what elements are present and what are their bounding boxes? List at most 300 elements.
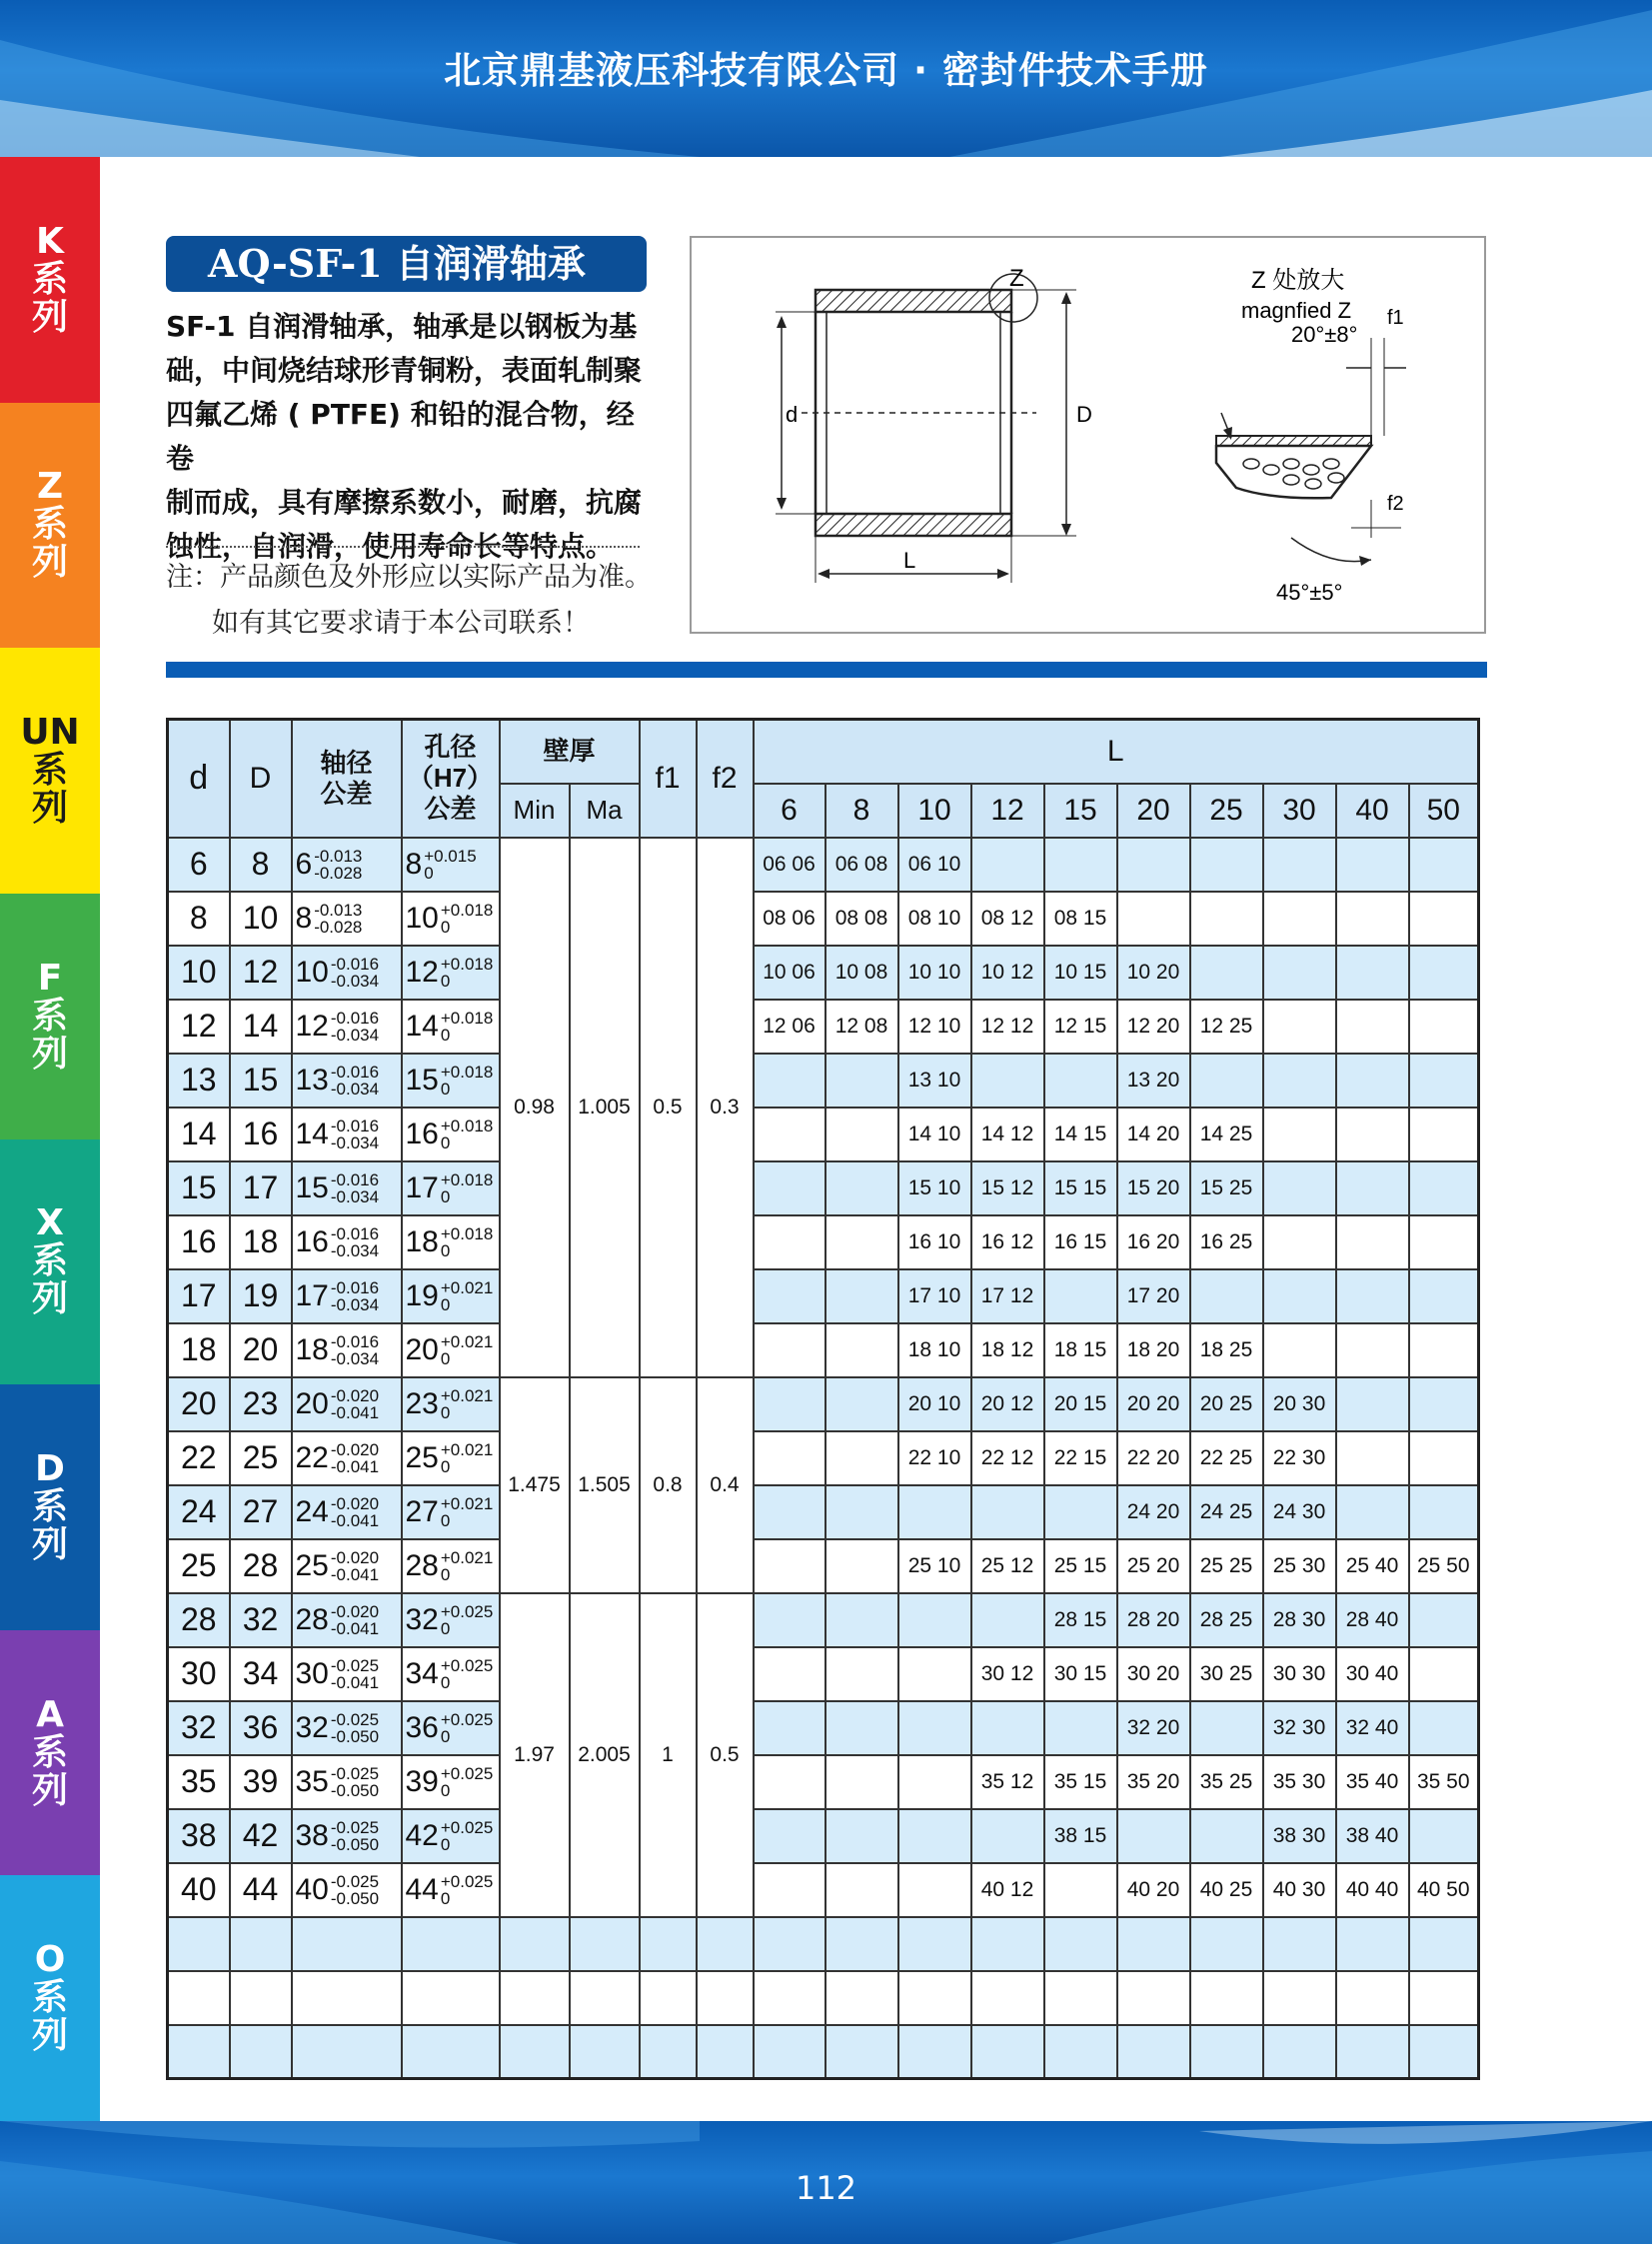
length-code: 24 20 — [1117, 1485, 1190, 1539]
shaft-nominal: 18 — [295, 1333, 329, 1367]
header-shaft-tolerance — [292, 720, 402, 838]
length-code — [754, 1809, 826, 1863]
bore-tolerance — [402, 1054, 500, 1108]
bore-nominal: 19 — [405, 1279, 439, 1313]
shaft-nominal: 12 — [295, 1010, 329, 1044]
outer-diameter: 18 — [230, 1215, 292, 1269]
length-code: 14 15 — [1044, 1108, 1117, 1161]
shaft-lower-deviation: -0.028 — [314, 918, 363, 938]
shaft-deviation — [331, 1387, 379, 1421]
shaft-deviation — [314, 902, 362, 936]
inner-diameter: 18 — [168, 1323, 230, 1377]
length-code — [826, 1539, 898, 1593]
length-code — [754, 1431, 826, 1485]
length-code: 20 30 — [1263, 1377, 1336, 1431]
length-code — [1409, 892, 1479, 946]
bore-tolerance — [402, 1431, 500, 1485]
header-length: 25 — [1190, 784, 1263, 838]
outer-diameter: 42 — [230, 1809, 292, 1863]
empty-cell — [1409, 2025, 1479, 2079]
length-code — [898, 1485, 971, 1539]
length-code — [898, 1863, 971, 1917]
bore-tolerance — [402, 1323, 500, 1377]
length-code: 35 50 — [1409, 1755, 1479, 1809]
length-code — [826, 1701, 898, 1755]
empty-cell — [168, 1971, 230, 2025]
shaft-deviation — [331, 1711, 379, 1745]
length-code — [754, 1755, 826, 1809]
bore-nominal: 17 — [405, 1171, 439, 1205]
header-L: L — [754, 720, 1479, 784]
bore-nominal: 23 — [405, 1387, 439, 1421]
length-code — [826, 1647, 898, 1701]
shaft-lower-deviation: -0.041 — [330, 1511, 380, 1531]
bore-tolerance — [402, 1539, 500, 1593]
length-code — [826, 1269, 898, 1323]
shaft-upper-deviation: -0.016 — [330, 1224, 380, 1244]
length-code: 25 10 — [898, 1539, 971, 1593]
shaft-nominal: 13 — [295, 1064, 329, 1098]
series-tab-c1: 系 — [31, 995, 68, 1037]
inner-diameter: 22 — [168, 1431, 230, 1485]
table-row — [168, 838, 1479, 892]
length-code: 16 25 — [1190, 1215, 1263, 1269]
table-row — [168, 1701, 1479, 1755]
note-divider — [166, 546, 640, 548]
header-length: 6 — [754, 784, 826, 838]
table-row — [168, 1809, 1479, 1863]
bore-nominal: 27 — [405, 1495, 439, 1529]
length-code: 25 30 — [1263, 1539, 1336, 1593]
length-code: 10 15 — [1044, 946, 1117, 1000]
shaft-upper-deviation: -0.020 — [330, 1548, 380, 1568]
shaft-deviation — [331, 1171, 379, 1205]
length-code: 14 10 — [898, 1108, 971, 1161]
empty-cell — [292, 2025, 402, 2079]
length-code: 22 20 — [1117, 1431, 1190, 1485]
length-code: 17 20 — [1117, 1269, 1190, 1323]
outer-diameter: 16 — [230, 1108, 292, 1161]
length-code — [1409, 1485, 1479, 1539]
length-code — [826, 1377, 898, 1431]
shaft-upper-deviation: -0.025 — [330, 1818, 380, 1838]
length-code — [1263, 1161, 1336, 1215]
length-code: 13 10 — [898, 1054, 971, 1108]
series-tab[interactable] — [0, 157, 100, 403]
empty-cell — [826, 1971, 898, 2025]
series-tab[interactable] — [0, 1875, 100, 2121]
bearing-diagram — [690, 236, 1486, 634]
series-tab-c2: 列 — [31, 296, 68, 338]
length-code — [754, 1701, 826, 1755]
length-code — [1044, 1054, 1117, 1108]
length-code: 20 15 — [1044, 1377, 1117, 1431]
length-code: 28 15 — [1044, 1593, 1117, 1647]
length-code: 28 20 — [1117, 1593, 1190, 1647]
length-code — [754, 1161, 826, 1215]
length-code: 30 12 — [971, 1647, 1044, 1701]
table-row — [168, 1485, 1479, 1539]
length-code — [1336, 1215, 1409, 1269]
length-code: 12 20 — [1117, 1000, 1190, 1054]
outer-diameter: 36 — [230, 1701, 292, 1755]
outer-diameter: 20 — [230, 1323, 292, 1377]
table-row — [168, 1054, 1479, 1108]
shaft-upper-deviation: -0.025 — [330, 1872, 380, 1892]
empty-cell — [402, 1917, 500, 1971]
wall-max: 1.505 — [570, 1377, 640, 1593]
empty-cell — [230, 2025, 292, 2079]
length-code: 38 40 — [1336, 1809, 1409, 1863]
length-code: 06 08 — [826, 838, 898, 892]
shaft-tolerance — [292, 1863, 402, 1917]
bore-nominal: 44 — [405, 1873, 439, 1907]
empty-row — [168, 2025, 1479, 2079]
length-code — [1409, 838, 1479, 892]
series-tab-letter: A — [36, 1693, 64, 1735]
series-tab-c2: 列 — [31, 1278, 68, 1320]
bore-upper-deviation: +0.018 — [440, 1009, 494, 1029]
shaft-tolerance — [292, 1755, 402, 1809]
outer-diameter: 15 — [230, 1054, 292, 1108]
series-tab-letter: D — [35, 1447, 65, 1489]
shaft-nominal: 20 — [295, 1387, 329, 1421]
series-sidebar — [0, 157, 100, 2121]
shaft-tolerance — [292, 1054, 402, 1108]
bore-upper-deviation: +0.018 — [440, 1063, 494, 1083]
shaft-deviation — [331, 1441, 379, 1475]
length-code: 12 10 — [898, 1000, 971, 1054]
table-row — [168, 892, 1479, 946]
inner-diameter: 6 — [168, 838, 230, 892]
inner-diameter: 14 — [168, 1108, 230, 1161]
shaft-deviation — [331, 1873, 379, 1907]
bore-upper-deviation: +0.021 — [440, 1332, 494, 1352]
footer-band — [0, 2121, 1652, 2244]
shaft-upper-deviation: -0.025 — [330, 1764, 380, 1784]
length-code — [826, 1593, 898, 1647]
bore-deviation — [424, 848, 476, 882]
bore-lower-deviation: 0 — [440, 1619, 451, 1639]
shaft-deviation — [331, 956, 379, 990]
product-note — [166, 555, 652, 647]
length-code: 22 30 — [1263, 1431, 1336, 1485]
length-code: 12 25 — [1190, 1000, 1263, 1054]
shaft-nominal: 15 — [295, 1171, 329, 1205]
shaft-tolerance — [292, 946, 402, 1000]
length-code: 20 20 — [1117, 1377, 1190, 1431]
length-code — [1409, 1809, 1479, 1863]
empty-cell — [292, 1971, 402, 2025]
wall-max: 1.005 — [570, 838, 640, 1377]
bore-deviation — [441, 1441, 493, 1475]
inner-diameter: 8 — [168, 892, 230, 946]
length-code: 30 30 — [1263, 1647, 1336, 1701]
length-code — [1117, 892, 1190, 946]
empty-cell — [1044, 1917, 1117, 1971]
length-code: 28 30 — [1263, 1593, 1336, 1647]
series-tab-letter: UN — [20, 712, 80, 754]
length-code — [826, 1323, 898, 1377]
empty-cell — [1190, 2025, 1263, 2079]
bore-deviation — [441, 1279, 493, 1313]
bore-lower-deviation: 0 — [440, 1026, 451, 1046]
length-code: 08 12 — [971, 892, 1044, 946]
bore-lower-deviation: 0 — [440, 1403, 451, 1423]
shaft-upper-deviation: -0.020 — [330, 1386, 380, 1406]
shaft-tolerance — [292, 1809, 402, 1863]
shaft-tolerance — [292, 1647, 402, 1701]
length-code: 35 12 — [971, 1755, 1044, 1809]
length-code: 32 40 — [1336, 1701, 1409, 1755]
series-tab[interactable] — [0, 1384, 100, 1630]
header-length: 20 — [1117, 784, 1190, 838]
length-code: 12 08 — [826, 1000, 898, 1054]
length-code: 10 10 — [898, 946, 971, 1000]
table-row — [168, 1323, 1479, 1377]
empty-row — [168, 1917, 1479, 1971]
shaft-upper-deviation: -0.016 — [330, 1117, 380, 1136]
length-code: 32 30 — [1263, 1701, 1336, 1755]
bore-deviation — [441, 902, 493, 936]
shaft-deviation — [331, 1495, 379, 1529]
length-code: 17 12 — [971, 1269, 1044, 1323]
shaft-deviation — [331, 1333, 379, 1367]
zoom-title: Z 处放大 — [1251, 267, 1345, 294]
shaft-upper-deviation: -0.025 — [330, 1656, 380, 1676]
bore-deviation — [441, 1387, 493, 1421]
dim-D-label: D — [1076, 402, 1092, 427]
shaft-lower-deviation: -0.028 — [314, 864, 363, 884]
length-code — [1190, 1269, 1263, 1323]
length-code — [754, 1647, 826, 1701]
series-tab-c2: 列 — [31, 1769, 68, 1811]
length-code — [1409, 1054, 1479, 1108]
wall-min: 0.98 — [500, 838, 570, 1377]
bore-tolerance — [402, 1161, 500, 1215]
length-code: 25 12 — [971, 1539, 1044, 1593]
shaft-nominal: 40 — [295, 1873, 329, 1907]
bore-nominal: 42 — [405, 1819, 439, 1853]
shaft-upper-deviation: -0.016 — [330, 1332, 380, 1352]
series-tab[interactable] — [0, 403, 100, 649]
table-row — [168, 1269, 1479, 1323]
shaft-lower-deviation: -0.034 — [330, 1241, 380, 1261]
length-code — [1409, 1108, 1479, 1161]
bore-tolerance — [402, 1809, 500, 1863]
table-row — [168, 1000, 1479, 1054]
series-tab[interactable] — [0, 1139, 100, 1385]
series-tab[interactable] — [0, 1630, 100, 1876]
empty-cell — [1263, 1971, 1336, 2025]
length-code: 08 10 — [898, 892, 971, 946]
wall-max: 2.005 — [570, 1593, 640, 1917]
inner-diameter: 25 — [168, 1539, 230, 1593]
bore-upper-deviation: +0.025 — [440, 1818, 494, 1838]
shaft-lower-deviation: -0.050 — [330, 1889, 380, 1909]
length-code: 16 20 — [1117, 1215, 1190, 1269]
shaft-upper-deviation: -0.020 — [330, 1602, 380, 1622]
bore-upper-deviation: +0.021 — [440, 1440, 494, 1460]
shaft-nominal: 14 — [295, 1118, 329, 1151]
length-code: 18 20 — [1117, 1323, 1190, 1377]
shaft-lower-deviation: -0.041 — [330, 1673, 380, 1693]
table-row — [168, 1377, 1479, 1431]
bore-deviation — [441, 1064, 493, 1098]
bore-upper-deviation: +0.021 — [440, 1386, 494, 1406]
wall-f1: 0.8 — [640, 1377, 697, 1593]
empty-cell — [1190, 1971, 1263, 2025]
bore-lower-deviation: 0 — [440, 1889, 451, 1909]
header-length: 10 — [898, 784, 971, 838]
bore-upper-deviation: +0.025 — [440, 1602, 494, 1622]
page-number: 112 — [795, 2169, 857, 2207]
length-code: 30 25 — [1190, 1647, 1263, 1701]
shaft-lower-deviation: -0.034 — [330, 1026, 380, 1046]
outer-diameter: 10 — [230, 892, 292, 946]
length-code: 25 50 — [1409, 1539, 1479, 1593]
inner-diameter: 40 — [168, 1863, 230, 1917]
series-tab-c2: 列 — [31, 1033, 68, 1075]
length-code: 12 06 — [754, 1000, 826, 1054]
length-code: 20 25 — [1190, 1377, 1263, 1431]
length-code — [1409, 1000, 1479, 1054]
note-line-2: 如有其它要求请于本公司联系！ — [212, 608, 590, 639]
bore-nominal: 25 — [405, 1441, 439, 1475]
header-length: 15 — [1044, 784, 1117, 838]
length-code: 15 12 — [971, 1161, 1044, 1215]
shaft-tolerance — [292, 1269, 402, 1323]
length-code — [826, 1485, 898, 1539]
bore-lower-deviation: 0 — [440, 1295, 451, 1315]
shaft-deviation — [331, 1549, 379, 1583]
series-tab[interactable] — [0, 894, 100, 1139]
empty-cell — [1336, 1917, 1409, 1971]
length-code: 20 10 — [898, 1377, 971, 1431]
outer-diameter: 32 — [230, 1593, 292, 1647]
length-code: 35 15 — [1044, 1755, 1117, 1809]
header-f2: f2 — [697, 720, 754, 838]
length-code — [1263, 892, 1336, 946]
length-code: 32 20 — [1117, 1701, 1190, 1755]
length-code: 28 25 — [1190, 1593, 1263, 1647]
length-code: 12 12 — [971, 1000, 1044, 1054]
empty-cell — [1044, 1971, 1117, 2025]
length-code — [754, 1377, 826, 1431]
empty-cell — [1117, 1971, 1190, 2025]
empty-cell — [826, 1917, 898, 1971]
length-code: 15 10 — [898, 1161, 971, 1215]
bore-upper-deviation: +0.025 — [440, 1764, 494, 1784]
header-bore-line1: 孔径 — [424, 732, 477, 763]
empty-cell — [640, 1917, 697, 1971]
length-code: 22 15 — [1044, 1431, 1117, 1485]
empty-cell — [898, 1917, 971, 1971]
bore-deviation — [441, 1657, 493, 1691]
bore-tolerance — [402, 1000, 500, 1054]
length-code — [754, 1485, 826, 1539]
length-code — [971, 1701, 1044, 1755]
series-tab-c1: 系 — [31, 258, 68, 300]
header-band — [0, 0, 1652, 157]
bearing-drawing — [692, 238, 1484, 632]
bore-nominal: 18 — [405, 1225, 439, 1259]
bore-lower-deviation: 0 — [440, 1187, 451, 1207]
length-code — [1409, 1431, 1479, 1485]
shaft-tolerance — [292, 1323, 402, 1377]
empty-cell — [898, 2025, 971, 2079]
length-code — [1336, 1108, 1409, 1161]
shaft-upper-deviation: -0.016 — [330, 955, 380, 975]
shaft-tolerance — [292, 1215, 402, 1269]
length-code: 16 15 — [1044, 1215, 1117, 1269]
length-code — [1044, 838, 1117, 892]
series-tab-c1: 系 — [31, 750, 68, 792]
length-code: 25 40 — [1336, 1539, 1409, 1593]
inner-diameter: 17 — [168, 1269, 230, 1323]
length-code: 10 08 — [826, 946, 898, 1000]
outer-diameter: 28 — [230, 1539, 292, 1593]
bore-lower-deviation: 0 — [440, 918, 451, 938]
series-tab-c1: 系 — [31, 1977, 68, 2019]
shaft-tolerance — [292, 1108, 402, 1161]
length-code — [826, 1863, 898, 1917]
shaft-tolerance — [292, 1701, 402, 1755]
bore-upper-deviation: +0.018 — [440, 901, 494, 921]
length-code — [1190, 1809, 1263, 1863]
shaft-upper-deviation: -0.013 — [314, 847, 363, 867]
length-code: 25 25 — [1190, 1539, 1263, 1593]
shaft-lower-deviation: -0.034 — [330, 1187, 380, 1207]
table-row — [168, 1755, 1479, 1809]
outer-diameter: 19 — [230, 1269, 292, 1323]
shaft-lower-deviation: -0.034 — [330, 1349, 380, 1369]
header-title: 北京鼎基液压科技有限公司 · 密封件技术手册 — [444, 49, 1208, 92]
length-code: 16 10 — [898, 1215, 971, 1269]
bore-lower-deviation: 0 — [440, 1080, 451, 1100]
bore-upper-deviation: +0.025 — [440, 1872, 494, 1892]
shaft-tolerance — [292, 1000, 402, 1054]
header-shaft-line2: 公差 — [320, 778, 373, 809]
shaft-upper-deviation: -0.020 — [330, 1494, 380, 1514]
length-code: 40 40 — [1336, 1863, 1409, 1917]
length-code: 40 12 — [971, 1863, 1044, 1917]
table-row — [168, 1863, 1479, 1917]
shaft-lower-deviation: -0.041 — [330, 1565, 380, 1585]
length-code: 15 25 — [1190, 1161, 1263, 1215]
shaft-upper-deviation: -0.025 — [330, 1710, 380, 1730]
bore-lower-deviation: 0 — [424, 864, 434, 884]
empty-cell — [1263, 1917, 1336, 1971]
series-tab[interactable] — [0, 648, 100, 894]
header-length: 30 — [1263, 784, 1336, 838]
empty-row — [168, 1971, 1479, 2025]
bore-lower-deviation: 0 — [440, 1511, 451, 1531]
shaft-deviation — [314, 848, 362, 882]
length-code: 17 10 — [898, 1269, 971, 1323]
length-code: 25 15 — [1044, 1539, 1117, 1593]
header-length: 50 — [1409, 784, 1479, 838]
bore-tolerance — [402, 838, 500, 892]
bore-tolerance — [402, 1863, 500, 1917]
length-code — [754, 1215, 826, 1269]
bore-deviation — [441, 1495, 493, 1529]
shaft-tolerance — [292, 1161, 402, 1215]
wall-f2: 0.3 — [697, 838, 754, 1377]
header-length: 8 — [826, 784, 898, 838]
length-code: 14 12 — [971, 1108, 1044, 1161]
shaft-lower-deviation: -0.034 — [330, 1080, 380, 1100]
